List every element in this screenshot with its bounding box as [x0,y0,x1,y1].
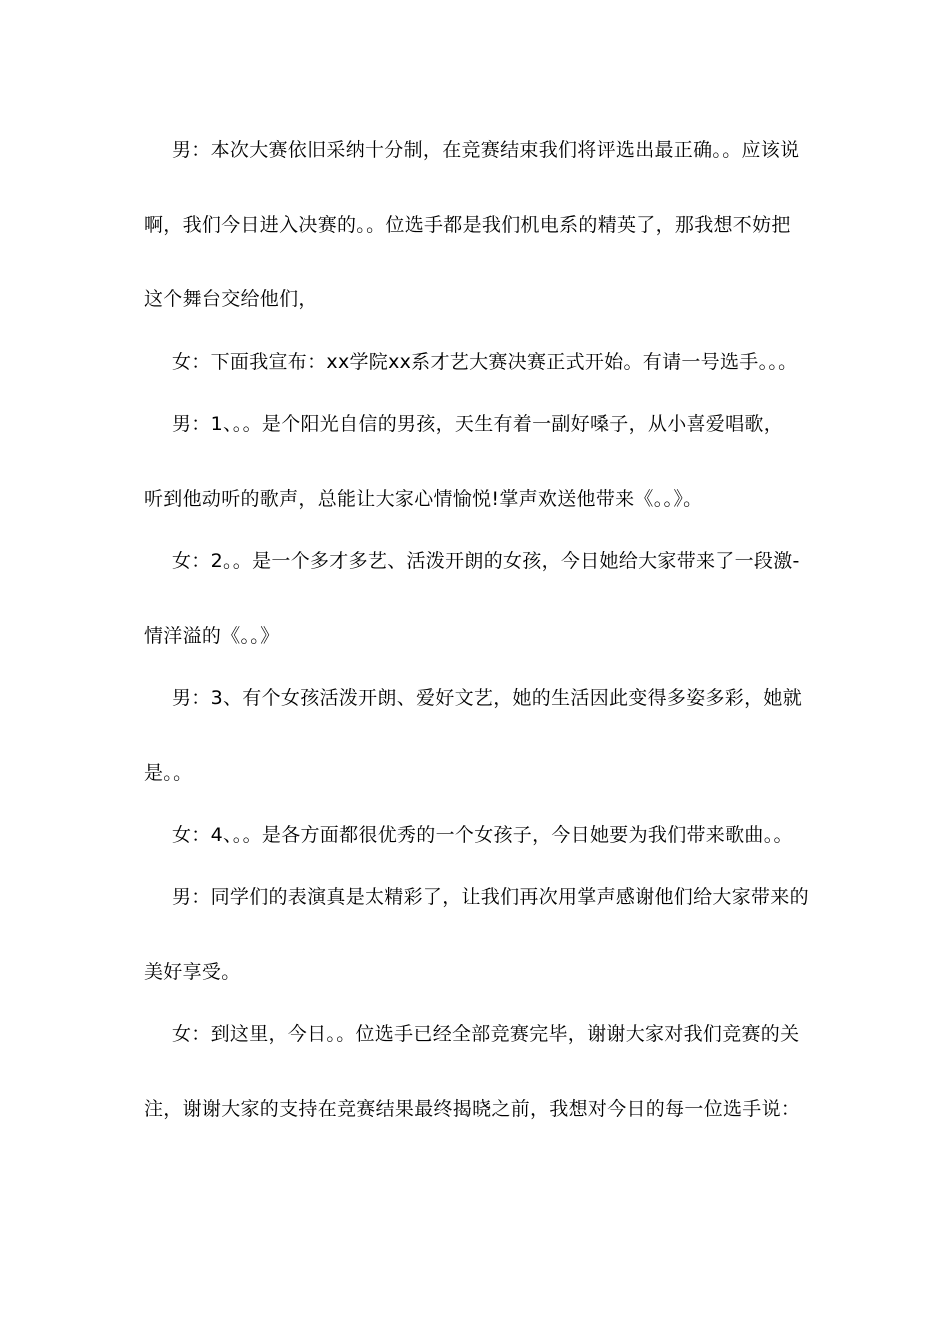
text-line: 注，谢谢大家的支持在竞赛结果最终揭晓之前，我想对今日的每一位选手说： [144,1098,801,1120]
text-line: 啊，我们今日进入决赛的。。位选手都是我们机电系的精英了，那我想不妨把 [144,214,791,236]
text-line: 女：到这里，今日。。位选手已经全部竞赛完毕，谢谢大家对我们竞赛的关 [172,1023,800,1045]
text-line: 男：同学们的表演真是太精彩了，让我们再次用掌声感谢他们给大家带来的 [172,886,809,908]
text-line: 女：下面我宣布：xx学院xx系才艺大赛决赛正式开始。有请一号选手。。。 [172,351,798,373]
text-line: 男：本次大赛依旧采纳十分制，在竞赛结束我们将评选出最正确。。应该说 [172,139,800,161]
text-line: 这个舞台交给他们， [144,288,318,310]
text-line: 情洋溢的《。。》 [144,625,280,647]
text-line: 男：3、有个女孩活泼开朗、爱好文艺，她的生活因此变得多姿多彩，她就 [172,687,802,709]
text-line: 美好享受。 [144,961,241,983]
text-line: 听到他动听的歌声，总能让大家心情愉悦!掌声欢送他带来《。。》。 [144,488,703,510]
text-line: 是。。 [144,762,193,784]
text-line: 女：4、。。是各方面都很优秀的一个女孩子，今日她要为我们带来歌曲。。 [172,824,793,846]
text-line: 男：1、。。是个阳光自信的男孩，天生有着一副好嗓子，从小喜爱唱歌， [172,413,783,435]
text-line: 女：2。。是一个多才多艺、活泼开朗的女孩，今日她给大家带来了一段激- [172,550,800,572]
